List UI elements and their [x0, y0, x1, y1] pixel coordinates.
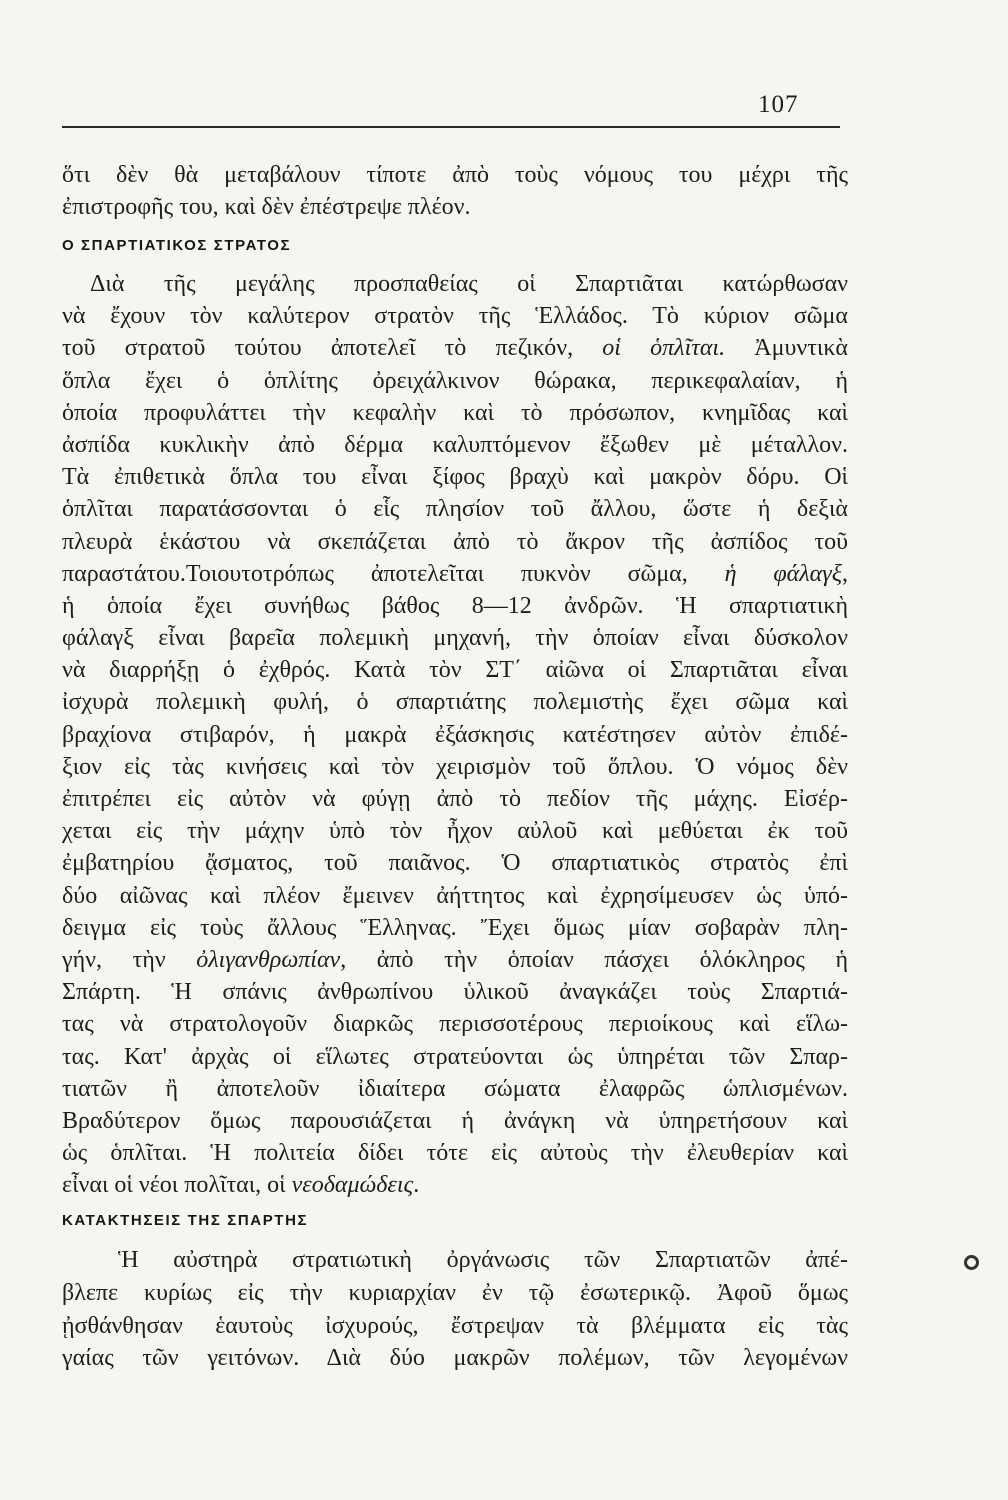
text-line: ὅπλα ἔχει ὁ ὁπλίτης ὀρειχάλκινον θώρακα, περικεφαλαίαν, ἡ — [62, 367, 848, 394]
text-line: πλευρὰ ἑκάστου νὰ σκεπάζεται ἀπὸ τὸ ἄκρον τῆς ἀσπίδος τοῦ — [62, 528, 848, 555]
text-line: Σπάρτη. Ἡ σπάνις ἀνθρωπίνου ὑλικοῦ ἀναγκάζει τοὺς Σπαρτιά- — [62, 979, 848, 1006]
text-line: ὁποία προφυλάττει τὴν κεφαλὴν καὶ τὸ πρόσωπον, κνημῖδας καὶ — [62, 399, 848, 426]
text-run: τοῦ στρατοῦ τούτου ἀποτελεῖ τὸ πεζικόν, — [62, 335, 603, 362]
text-run: . — [413, 1172, 420, 1199]
text-run: εἶναι οἱ νέοι πολῖται, οἱ — [62, 1172, 292, 1199]
margin-ring-mark — [964, 1255, 979, 1270]
italic-term: ὀλιγανθρωπίαν — [196, 946, 341, 973]
text-line: ξιον εἰς τὰς κινήσεις καὶ τὸν χειρισμὸν τοῦ ὅπλου. Ὁ νόμος δὲν — [62, 753, 848, 780]
text-line: βραχίονα στιβαρόν, ἡ μακρὰ ἐξάσκησις κατέστησεν αὐτὸν ἐπιδέ- — [62, 721, 848, 748]
text-line: ἀσπίδα κυκλικὴν ἀπὸ δέρμα καλυπτόμενον ἔξωθεν μὲ μέταλλον. — [62, 431, 848, 458]
section-heading: ΚΑΤΑΚΤΗΣΕΙΣ ΤΗΣ ΣΠΑΡΤΗΣ — [62, 1212, 309, 1229]
text-line: τιατῶν ἢ ἀποτελοῦν ἰδιαίτερα σώματα ἐλαφρῶς ὡπλισμένων. — [62, 1075, 848, 1102]
text-line: Τὰ ἐπιθετικὰ ὅπλα του εἶναι ξίφος βραχὺ καὶ μακρὸν δόρυ. Οἱ — [62, 464, 848, 491]
text-line: ὡς ὁπλῖται. Ἡ πολιτεία δίδει τότε εἰς αὐτοὺς τὴν ἐλευθερίαν καὶ — [62, 1140, 848, 1167]
text-run: Ἀμυντικὰ — [725, 335, 848, 362]
paragraph — [62, 1244, 848, 1375]
text-line: φάλαγξ εἶναι βαρεῖα πολεμικὴ μηχανή, τὴν ὁποίαν εἶναι δύσκολον — [62, 625, 848, 652]
text-line: ᾐσθάνθησαν ἑαυτοὺς ἰσχυρούς, ἔστρεψαν τὰ βλέμματα εἰς τὰς — [62, 1312, 848, 1339]
header-rule — [62, 126, 840, 128]
text-line — [62, 944, 848, 976]
text-line: Βραδύτερον ὅμως παρουσιάζεται ἡ ἀνάγκη νὰ ὑπηρετήσουν καὶ — [62, 1107, 848, 1134]
text-line — [62, 332, 848, 364]
text-line: τας νὰ στρατολογοῦν διαρκῶς περισσοτέρους περιοίκους καὶ εἵλω- — [62, 1011, 848, 1038]
text-line: βλεπε κυρίως εἰς τὴν κυριαρχίαν ἐν τῷ ἐσωτερικῷ. Ἀφοῦ ὅμως — [62, 1279, 848, 1306]
text-line: δύο αἰῶνας καὶ πλέον ἔμεινεν ἀήττητος καὶ ἐχρησίμευσεν ὡς ὑπό- — [62, 882, 848, 909]
text-line — [62, 1169, 848, 1201]
text-line: δειγμα εἰς τοὺς ἄλλους Ἕλληνας. Ἔχει ὅμως μίαν σοβαρὰν πλη- — [62, 914, 848, 941]
page-number: 107 — [758, 91, 799, 118]
text-line: ἐπιτρέπει εἰς αὐτὸν νὰ φύγῃ ἀπὸ τὸ πεδίον τῆς μάχης. Εἰσέρ- — [62, 786, 848, 812]
text-run: , ἀπὸ τὴν ὁποίαν πάσχει ὁλόκληρος ἡ — [340, 946, 848, 973]
text-line — [62, 558, 848, 590]
text-line: ὅτι δὲν θὰ μεταβάλουν τίποτε ἀπὸ τοὺς νόμους του μέχρι τῆς — [62, 162, 848, 188]
italic-term: νεοδαμώδεις — [291, 1172, 414, 1199]
text-line: ἐπιστροφῆς του, καὶ δὲν ἐπέστρεψε πλέον. — [62, 194, 471, 220]
text-line: Ἡ αὐστηρὰ στρατιωτικὴ ὀργάνωσις τῶν Σπαρτιατῶν ἀπέ- — [118, 1247, 848, 1273]
text-line: νὰ διαρρήξῃ ὁ ἐχθρός. Κατὰ τὸν ΣΤ΄ αἰῶνα οἱ Σπαρτιᾶται εἶναι — [62, 657, 848, 684]
text-line: ἡ ὁποία ἔχει συνήθως βάθος 8—12 ἀνδρῶν. Ἡ σπαρτιατικὴ — [62, 592, 848, 619]
text-run: παραστάτου.Τοιουτοτρόπως ἀποτελεῖται πυκνὸν σῶμα, — [62, 560, 725, 587]
text-run: , — [842, 560, 848, 587]
italic-term: οἱ ὁπλῖται. — [602, 335, 726, 362]
text-line: ἰσχυρὰ πολεμικὴ φυλή, ὁ σπαρτιάτης πολεμιστὴς ἔχει σῶμα καὶ — [62, 689, 848, 716]
text-line: ἐμβατηρίου ᾄσματος, τοῦ παιᾶνος. Ὁ σπαρτιατικὸς στρατὸς ἐπὶ — [62, 850, 848, 877]
italic-term: ἡ φάλαγξ — [724, 560, 842, 587]
text-line: ὁπλῖται παρατάσσονται ὁ εἷς πλησίον τοῦ ἄλλου, ὥστε ἡ δεξιὰ — [62, 496, 848, 523]
text-line: νὰ ἔχουν τὸν καλύτερον στρατὸν τῆς Ἑλλάδος. Τὸ κύριον σῶμα — [62, 303, 848, 330]
text-line: τας. Κατ' ἀρχὰς οἱ εἵλωτες στρατεύονται ὡς ὑπηρέται τῶν Σπαρ- — [62, 1043, 848, 1070]
text-line: γαίας τῶν γειτόνων. Διὰ δύο μακρῶν πολέμων, τῶν λεγομένων — [62, 1345, 848, 1372]
section-heading: Ο ΣΠΑΡΤΙΑΤΙΚΟΣ ΣΤΡΑΤΟΣ — [62, 237, 292, 254]
paragraph — [62, 268, 848, 1201]
paragraph — [62, 159, 848, 223]
text-line: χεται εἰς τὴν μάχην ὑπὸ τὸν ἦχον αὐλοῦ καὶ μεθύεται ἐκ τοῦ — [62, 818, 848, 845]
text-line: Διὰ τῆς μεγάλης προσπαθείας οἱ Σπαρτιᾶται κατώρθωσαν — [90, 271, 848, 297]
text-run: γήν, τὴν — [62, 946, 197, 973]
